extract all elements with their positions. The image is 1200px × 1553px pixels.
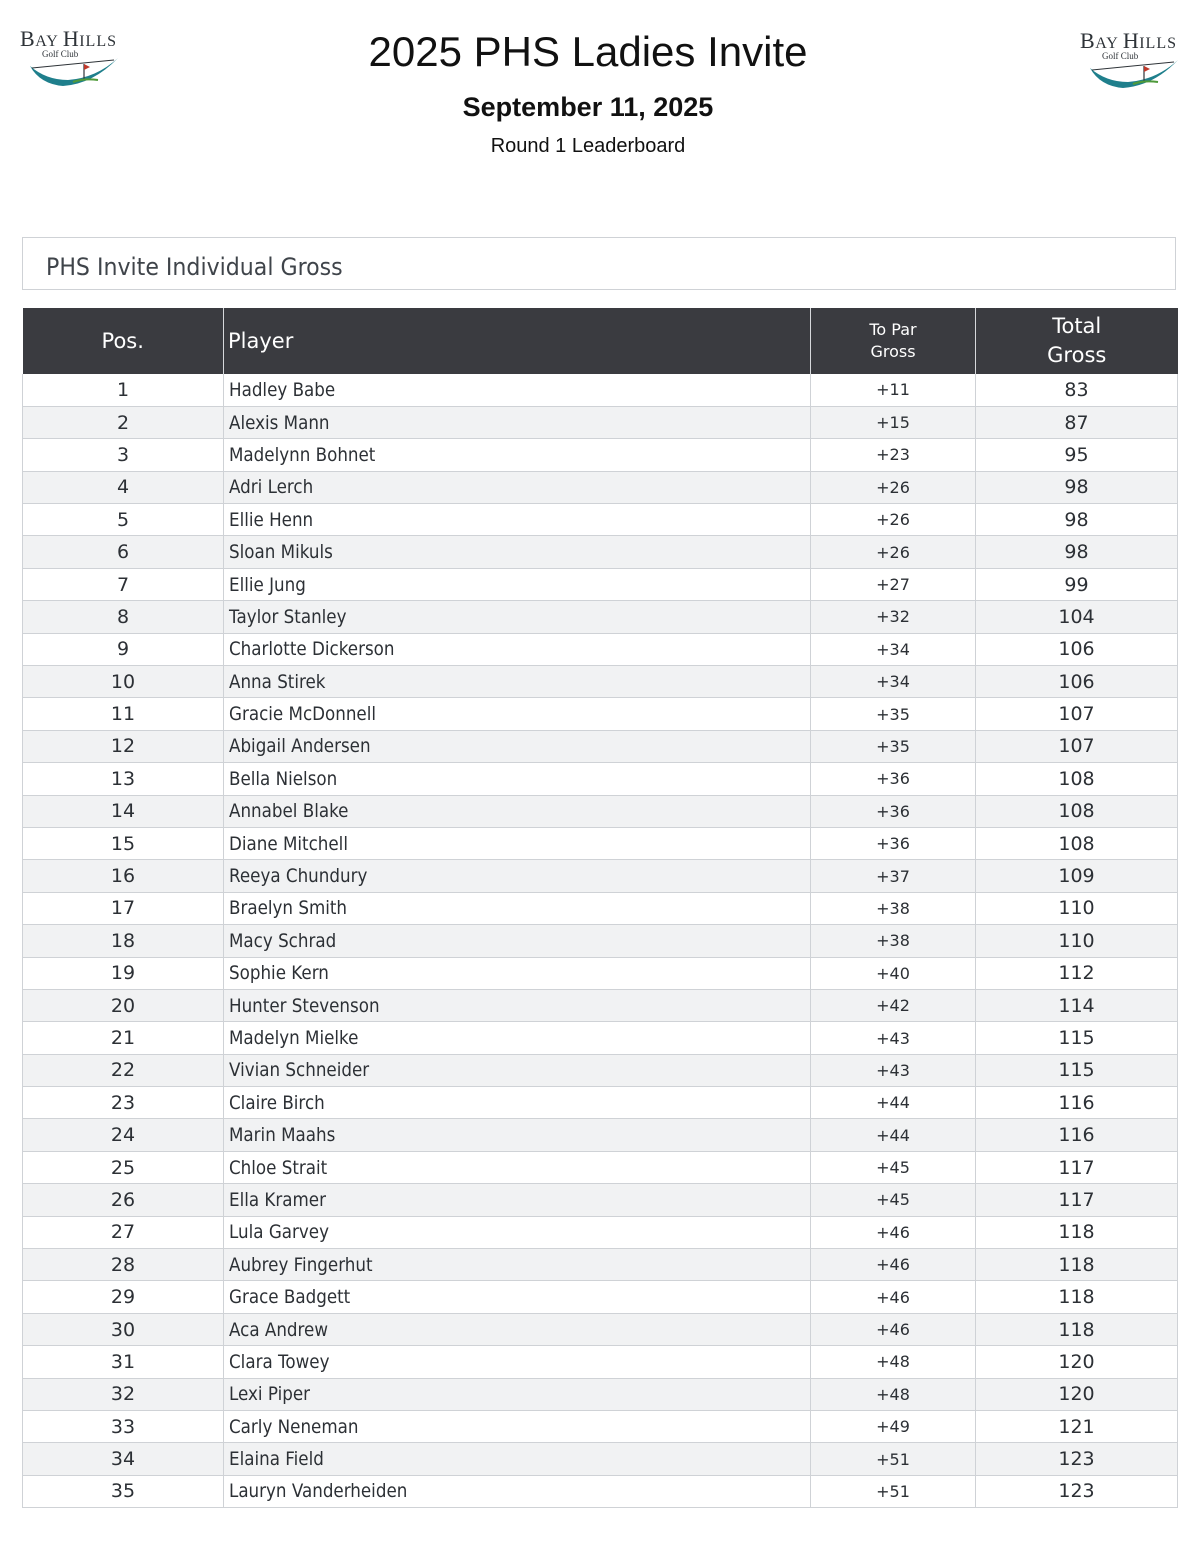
cell-player [224,406,811,438]
table-row [23,1151,1178,1183]
cell-player [224,633,811,665]
cell-total-gross: 117 [976,1151,1178,1183]
player-name: Carly Neneman [229,1415,359,1438]
cell-position: 2 [23,406,224,438]
cell-to-par-gross: +26 [811,536,976,568]
table-row [23,633,1178,665]
table-row [23,860,1178,892]
cell-player [224,374,811,406]
cell-total-gross: 108 [976,795,1178,827]
col-header-total-gross [976,308,1178,374]
player-name: Hunter Stevenson [229,994,380,1017]
col-header-player: Player [224,308,811,374]
table-row [23,1346,1178,1378]
cell-total-gross: 112 [976,957,1178,989]
player-name: Gracie McDonnell [229,703,377,726]
cell-total-gross: 120 [976,1378,1178,1410]
cell-to-par-gross: +23 [811,439,976,471]
cell-position: 26 [23,1184,224,1216]
player-name: Charlotte Dickerson [229,638,395,661]
player-name: Lexi Piper [229,1383,311,1406]
cell-player [224,1119,811,1151]
cell-position: 31 [23,1346,224,1378]
cell-player [224,795,811,827]
cell-total-gross: 104 [976,601,1178,633]
cell-position: 15 [23,827,224,859]
cell-total-gross: 118 [976,1249,1178,1281]
cell-position: 13 [23,763,224,795]
cell-total-gross: 123 [976,1443,1178,1475]
cell-player [224,1346,811,1378]
section-title: PHS Invite Individual Gross [46,253,343,281]
player-name: Lauryn Vanderheiden [229,1480,408,1503]
cell-total-gross: 116 [976,1119,1178,1151]
cell-to-par-gross: +45 [811,1184,976,1216]
cell-to-par-gross: +32 [811,601,976,633]
cell-player [224,860,811,892]
cell-total-gross: 120 [976,1346,1178,1378]
table-row [23,406,1178,438]
cell-player [224,536,811,568]
player-name: Abigail Andersen [229,735,371,758]
cell-position: 25 [23,1151,224,1183]
player-name: Reeya Chundury [229,865,368,888]
table-row [23,1119,1178,1151]
player-name: Braelyn Smith [229,897,348,920]
table-row [23,504,1178,536]
cell-position: 20 [23,989,224,1021]
logo-subtext: Golf Club [42,49,79,59]
cell-position: 33 [23,1411,224,1443]
table-row [23,439,1178,471]
cell-position: 29 [23,1281,224,1313]
player-name: Alexis Mann [229,411,330,434]
cell-to-par-gross: +46 [811,1216,976,1248]
cell-to-par-gross: +43 [811,1054,976,1086]
table-row [23,763,1178,795]
cell-player [224,1411,811,1443]
cell-player [224,568,811,600]
player-name: Chloe Strait [229,1156,328,1179]
cell-to-par-gross: +40 [811,957,976,989]
cell-to-par-gross: +34 [811,633,976,665]
cell-total-gross: 117 [976,1184,1178,1216]
cell-to-par-gross: +26 [811,471,976,503]
cell-to-par-gross: +48 [811,1346,976,1378]
logo-subtext: Golf Club [1102,51,1139,61]
cell-player [224,1313,811,1345]
player-name: Aca Andrew [229,1318,329,1341]
table-row [23,374,1178,406]
cell-total-gross: 98 [976,536,1178,568]
cell-position: 30 [23,1313,224,1345]
cell-position: 19 [23,957,224,989]
table-row [23,1443,1178,1475]
player-name: Vivian Schneider [229,1059,370,1082]
player-name: Aubrey Fingerhut [229,1253,373,1276]
player-name: Elaina Field [229,1448,324,1471]
table-row [23,1087,1178,1119]
cell-total-gross: 123 [976,1475,1178,1507]
cell-total-gross: 107 [976,730,1178,762]
cell-position: 9 [23,633,224,665]
table-row [23,730,1178,762]
cell-total-gross: 87 [976,406,1178,438]
cell-to-par-gross: +46 [811,1313,976,1345]
cell-to-par-gross: +34 [811,666,976,698]
cell-position: 8 [23,601,224,633]
cell-position: 14 [23,795,224,827]
round-subtitle: Round 1 Leaderboard [490,135,686,157]
cell-to-par-gross: +45 [811,1151,976,1183]
cell-position: 23 [23,1087,224,1119]
cell-total-gross: 110 [976,925,1178,957]
cell-player [224,730,811,762]
table-row [23,1281,1178,1313]
cell-player [224,504,811,536]
cell-player [224,1249,811,1281]
cell-total-gross: 98 [976,504,1178,536]
cell-to-par-gross: +44 [811,1087,976,1119]
cell-player [224,989,811,1021]
table-row [23,1411,1178,1443]
table-row [23,1249,1178,1281]
table-row [23,892,1178,924]
table-row [23,698,1178,730]
cell-to-par-gross: +46 [811,1249,976,1281]
table-row [23,1475,1178,1507]
cell-total-gross: 115 [976,1054,1178,1086]
table-row [23,989,1178,1021]
player-name: Claire Birch [229,1091,325,1114]
cell-to-par-gross: +51 [811,1443,976,1475]
player-name: Madelyn Mielke [229,1027,359,1049]
cell-to-par-gross: +35 [811,730,976,762]
player-name: Marin Maahs [229,1124,336,1147]
col-header-total-line2: Gross [1047,343,1107,367]
player-name: Anna Stirek [229,670,326,693]
table-row [23,1378,1178,1410]
player-name: Diane Mitchell [229,832,348,855]
cell-total-gross: 118 [976,1216,1178,1248]
player-name: Macy Schrad [229,929,337,952]
cell-position: 28 [23,1249,224,1281]
cell-total-gross: 99 [976,568,1178,600]
player-name: Taylor Stanley [229,605,347,628]
col-header-pos: Pos. [23,308,224,374]
cell-to-par-gross: +48 [811,1378,976,1410]
player-name: Ellie Henn [229,508,314,531]
cell-player [224,1184,811,1216]
cell-position: 12 [23,730,224,762]
player-name: Ellie Jung [229,573,306,596]
player-name: Bella Nielson [229,767,338,790]
cell-position: 21 [23,1022,224,1054]
section-header [22,237,1176,290]
event-date: September 11, 2025 [462,92,714,122]
cell-total-gross: 107 [976,698,1178,730]
player-name: Adri Lerch [229,476,314,499]
cell-total-gross: 95 [976,439,1178,471]
table-row [23,1054,1178,1086]
cell-position: 4 [23,471,224,503]
player-name: Lula Garvey [229,1221,329,1244]
cell-position: 11 [23,698,224,730]
cell-to-par-gross: +49 [811,1411,976,1443]
cell-total-gross: 118 [976,1313,1178,1345]
col-header-to-par-line2: Gross [870,342,916,361]
cell-to-par-gross: +38 [811,892,976,924]
cell-player [224,698,811,730]
cell-player [224,471,811,503]
table-row [23,957,1178,989]
col-header-total-line1: Total [1052,314,1102,338]
table-row [23,827,1178,859]
cell-player [224,439,811,471]
player-name: Ella Kramer [229,1188,326,1211]
cell-position: 3 [23,439,224,471]
cell-player [224,1151,811,1183]
cell-position: 5 [23,504,224,536]
player-name: Hadley Babe [229,378,336,401]
cell-to-par-gross: +43 [811,1022,976,1054]
cell-position: 10 [23,666,224,698]
col-header-to-par-gross [811,308,976,374]
table-row [23,1022,1178,1054]
cell-player [224,1378,811,1410]
cell-position: 16 [23,860,224,892]
cell-to-par-gross: +35 [811,698,976,730]
table-row [23,601,1178,633]
cell-player [224,1022,811,1054]
cell-player [224,1216,811,1248]
cell-player [224,1281,811,1313]
cell-position: 6 [23,536,224,568]
cell-to-par-gross: +36 [811,795,976,827]
cell-to-par-gross: +11 [811,374,976,406]
table-row [23,1184,1178,1216]
cell-total-gross: 106 [976,633,1178,665]
leaderboard-table [22,308,1178,1508]
cell-player [224,925,811,957]
cell-to-par-gross: +37 [811,860,976,892]
cell-player [224,763,811,795]
cell-total-gross: 108 [976,827,1178,859]
cell-position: 7 [23,568,224,600]
player-name: Annabel Blake [229,800,349,823]
page-title: 2025 PHS Ladies Invite [368,28,808,75]
cell-position: 17 [23,892,224,924]
cell-to-par-gross: +38 [811,925,976,957]
cell-total-gross: 108 [976,763,1178,795]
cell-to-par-gross: +51 [811,1475,976,1507]
cell-position: 34 [23,1443,224,1475]
cell-total-gross: 98 [976,471,1178,503]
table-header-row [23,308,1178,374]
cell-to-par-gross: +15 [811,406,976,438]
cell-position: 24 [23,1119,224,1151]
table-row [23,471,1178,503]
cell-player [224,827,811,859]
table-row [23,925,1178,957]
cell-position: 32 [23,1378,224,1410]
cell-player [224,957,811,989]
cell-total-gross: 118 [976,1281,1178,1313]
cell-to-par-gross: +36 [811,827,976,859]
cell-position: 35 [23,1475,224,1507]
col-header-to-par-line1: To Par [869,320,917,339]
player-name: Grace Badgett [229,1286,351,1309]
cell-player [224,601,811,633]
cell-total-gross: 106 [976,666,1178,698]
table-row [23,666,1178,698]
player-name: Sophie Kern [229,962,329,985]
logo-wordmark: BAY HILLS [1080,28,1177,53]
cell-player [224,1054,811,1086]
table-row [23,568,1178,600]
cell-to-par-gross: +44 [811,1119,976,1151]
cell-total-gross: 116 [976,1087,1178,1119]
cell-position: 1 [23,374,224,406]
table-row [23,795,1178,827]
cell-player [224,1087,811,1119]
cell-position: 22 [23,1054,224,1086]
cell-to-par-gross: +26 [811,504,976,536]
cell-total-gross: 83 [976,374,1178,406]
cell-total-gross: 121 [976,1411,1178,1443]
cell-to-par-gross: +42 [811,989,976,1021]
cell-total-gross: 109 [976,860,1178,892]
player-name: Clara Towey [229,1350,330,1373]
cell-to-par-gross: +36 [811,763,976,795]
cell-player [224,1475,811,1507]
cell-total-gross: 115 [976,1022,1178,1054]
cell-player [224,666,811,698]
cell-to-par-gross: +27 [811,568,976,600]
cell-total-gross: 114 [976,989,1178,1021]
cell-player [224,1443,811,1475]
logo-wordmark: BAY HILLS [20,26,117,51]
player-name: Sloan Mikuls [229,541,333,564]
cell-position: 27 [23,1216,224,1248]
player-name: Madelynn Bohnet [229,443,376,466]
cell-player [224,892,811,924]
table-row [23,1216,1178,1248]
table-row [23,1313,1178,1345]
cell-total-gross: 110 [976,892,1178,924]
table-row [23,536,1178,568]
cell-to-par-gross: +46 [811,1281,976,1313]
cell-position: 18 [23,925,224,957]
